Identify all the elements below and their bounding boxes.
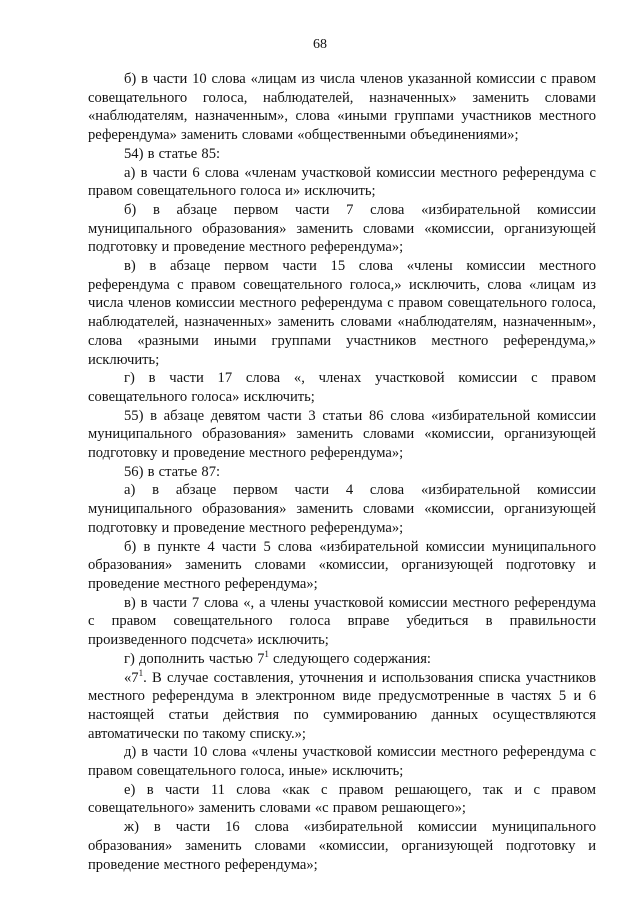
paragraph-quote-text: «7 <box>124 669 139 686</box>
paragraph-56-g-text: г) дополнить частью 7 <box>124 650 265 667</box>
paragraph-56-b: б) в пункте 4 части 5 слова «избирательной комиссии муниципального образования» заменить словами «комиссии, организующей подготовку и проведение местного референдума»; <box>88 538 596 592</box>
paragraph-56-g <box>88 650 596 669</box>
paragraph-item-55: 55) в абзаце девятом части 3 статьи 86 слова «избирательной комиссии муниципального образования» заменить словами «комиссии, организующей подготовку и проведение местного референдума»; <box>88 407 596 462</box>
superscript: 1 <box>138 667 144 678</box>
paragraph-56-v: в) в части 7 слова «, а члены участковой комиссии местного референдума с правом совещательного голоса вправе убедиться в правильности произведенного подсчета» исключить; <box>88 594 596 649</box>
paragraph-item-56: 56) в статье 87: <box>124 463 221 480</box>
paragraph-54-b: б) в абзаце первом части 7 слова «избирательной комиссии муниципального образования» заменить словами «комиссии, организующей подготовку и проведение местного референдума»; <box>88 201 596 256</box>
paragraph-56-e: е) в части 11 слова «как с правом решающего, так и с правом совещательного» заменить словами «с правом решающего»; <box>88 781 596 817</box>
paragraph-b-part10: б) в части 10 слова «лицам из числа членов указанной комиссии с правом совещательного голоса, наблюдателей, назначенных» заменить словами «наблюдателям, назначенным», слова «иными группами участников местного референдума» заменить словами «общественными объединениями»; <box>88 71 596 144</box>
paragraph-item-54: 54) в статье 85: <box>124 145 221 162</box>
paragraph-56-d: д) в части 10 слова «члены участковой комиссии местного референдума с правом совещательного голоса, иные» исключить; <box>88 744 596 780</box>
paragraph-56-zh: ж) в части 16 слова «избирательной комиссии муниципального образования» заменить словами «комиссии, организующей подготовку и проведение местного референдума»; <box>88 819 596 873</box>
paragraph-quote-7-1 <box>88 669 596 744</box>
paragraph-54-g: г) в части 17 слова «, членах участковой комиссии с правом совещательного голоса» исключить; <box>88 370 596 405</box>
document-body <box>88 70 596 874</box>
paragraph-54-a: а) в части 6 слова «членам участковой комиссии местного референдума с правом совещательного голоса и» исключить; <box>88 164 596 200</box>
page-number: 68 <box>313 37 327 52</box>
superscript: 1 <box>264 648 269 659</box>
paragraph-56-g-tail: следующего содержания: <box>268 650 431 667</box>
paragraph-54-v: в) в абзаце первом части 15 слова «члены комиссии местного референдума с правом совещательного голоса,» исключить, слова «лицам из числа членов комиссии местного референдума с правом совещательного голоса, наблюдателей, назначенных» заменить словами «наблюдателям, назначенным», слова «разными иными группами участников местного референдума,» исключить; <box>88 258 596 368</box>
paragraph-quote-tail: . В случае составления, уточнения и использования списка участников местного референдума в электронном виде предусмотренные в частях 5 и 6 настоящей статьи действия по суммированию данных осуществляются автоматически по такому списку.»; <box>88 669 596 742</box>
paragraph-56-a: а) в абзаце первом части 4 слова «избирательной комиссии муниципального образования» заменить словами «комиссии, организующей подготовку и проведение местного референдума»; <box>88 482 596 536</box>
